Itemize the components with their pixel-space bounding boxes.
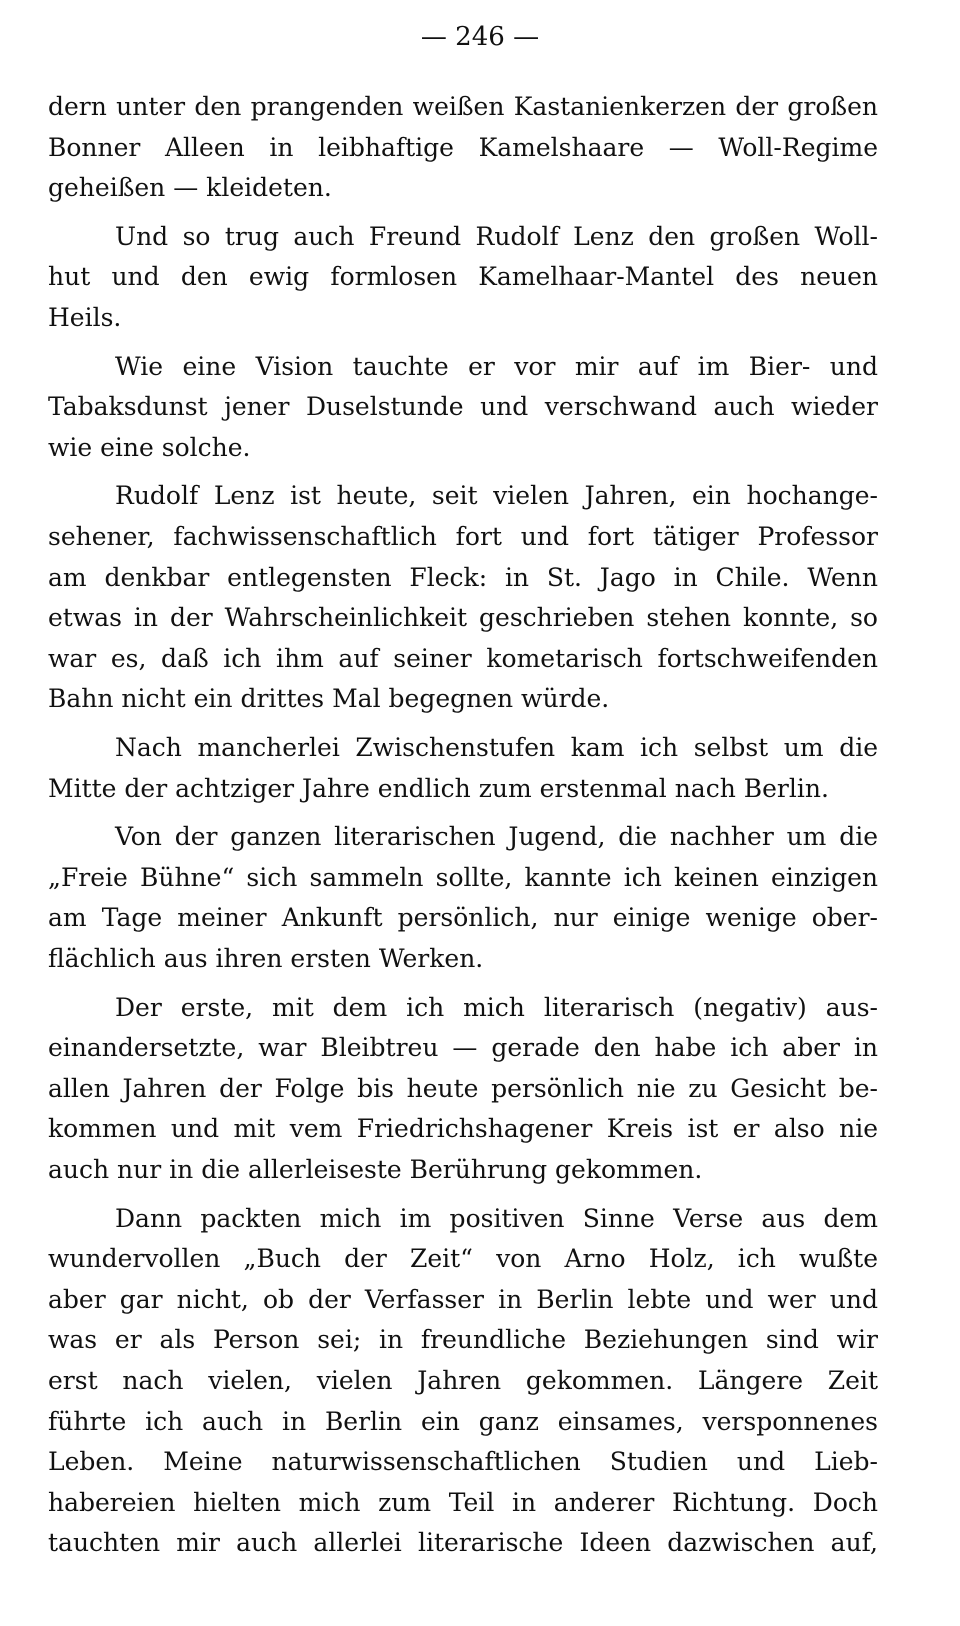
text-line: Tabaksdunst jener Duselstunde und verschwand auch wieder <box>48 392 878 422</box>
text-line: Bonner Alleen in leibhaftige Kamelshaare — Woll-Regime <box>48 132 878 162</box>
text-line: Dann packten mich im positiven Sinne Verse aus dem <box>115 1203 878 1233</box>
text-line: kommen und mit vem Friedrichshagener Kreis ist er also nie <box>48 1114 878 1144</box>
text-line: Von der ganzen literarischen Jugend, die nachher um die <box>115 822 878 852</box>
text-line: wundervollen „Buch der Zeit“ von Arno Holz, ich wußte <box>48 1244 878 1274</box>
text-line: einandersetzte, war Bleibtreu — gerade den habe ich aber in <box>48 1033 878 1063</box>
text-line: aber gar nicht, ob der Verfasser in Berlin lebte und wer und <box>48 1284 878 1314</box>
text-line: am Tage meiner Ankunft persönlich, nur einige wenige ober- <box>48 903 878 933</box>
page-number: — 246 — <box>420 22 540 52</box>
text-line: Heils. <box>48 303 122 332</box>
text-line: Wie eine Vision tauchte er vor mir auf im Bier- und <box>115 351 878 381</box>
text-line: geheißen — kleideten. <box>48 173 332 203</box>
text-line: was er als Person sei; in freundliche Beziehungen sind wir <box>48 1325 878 1355</box>
text-line: habereien hielten mich zum Teil in anderer Richtung. Doch <box>48 1487 878 1517</box>
text-line: Bahn nicht ein drittes Mal begegnen würde. <box>48 684 610 714</box>
text-line: Der erste, mit dem ich mich literarisch (negativ) aus- <box>115 992 878 1022</box>
text-line: hut und den ewig formlosen Kamelhaar-Mantel des neuen <box>48 262 878 292</box>
text-line: „Freie Bühne“ sich sammeln sollte, kannte ich keinen einzigen <box>48 862 878 892</box>
text-line: auch nur in die allerleiseste Berührung gekommen. <box>48 1155 703 1184</box>
text-line: flächlich aus ihren ersten Werken. <box>48 944 484 973</box>
text-line: sehener, fachwissenschaftlich fort und fort tätiger Professor <box>48 522 878 551</box>
text-line: Und so trug auch Freund Rudolf Lenz den großen Woll- <box>115 221 878 251</box>
text-line: erst nach vielen, vielen Jahren gekommen. Längere Zeit <box>48 1366 878 1395</box>
text-line: Mitte der achtziger Jahre endlich zum erstenmal nach Berlin. <box>48 773 829 803</box>
text-line: wie eine solche. <box>48 432 251 462</box>
text-line: war es, daß ich ihm auf seiner kometarisch fortschweifenden <box>48 643 878 673</box>
text-line: allen Jahren der Folge bis heute persönlich nie zu Gesicht be- <box>48 1073 878 1103</box>
text-line: am denkbar entlegensten Fleck: in St. Jago in Chile. Wenn <box>48 562 878 592</box>
text-line: etwas in der Wahrscheinlichkeit geschrieben stehen konnte, so <box>48 603 878 633</box>
text-line: dern unter den prangenden weißen Kastanienkerzen der großen <box>48 92 878 121</box>
text-line: Rudolf Lenz ist heute, seit vielen Jahren, ein hochange- <box>115 481 878 511</box>
text-line: führte ich auch in Berlin ein ganz einsames, versponnenes <box>48 1406 878 1436</box>
text-line: Leben. Meine naturwissenschaftlichen Studien und Lieb- <box>48 1447 878 1477</box>
text-line: tauchten mir auch allerlei literarische Ideen dazwischen auf, <box>48 1528 878 1558</box>
text-line: Nach mancherlei Zwischenstufen kam ich selbst um die <box>115 733 878 762</box>
